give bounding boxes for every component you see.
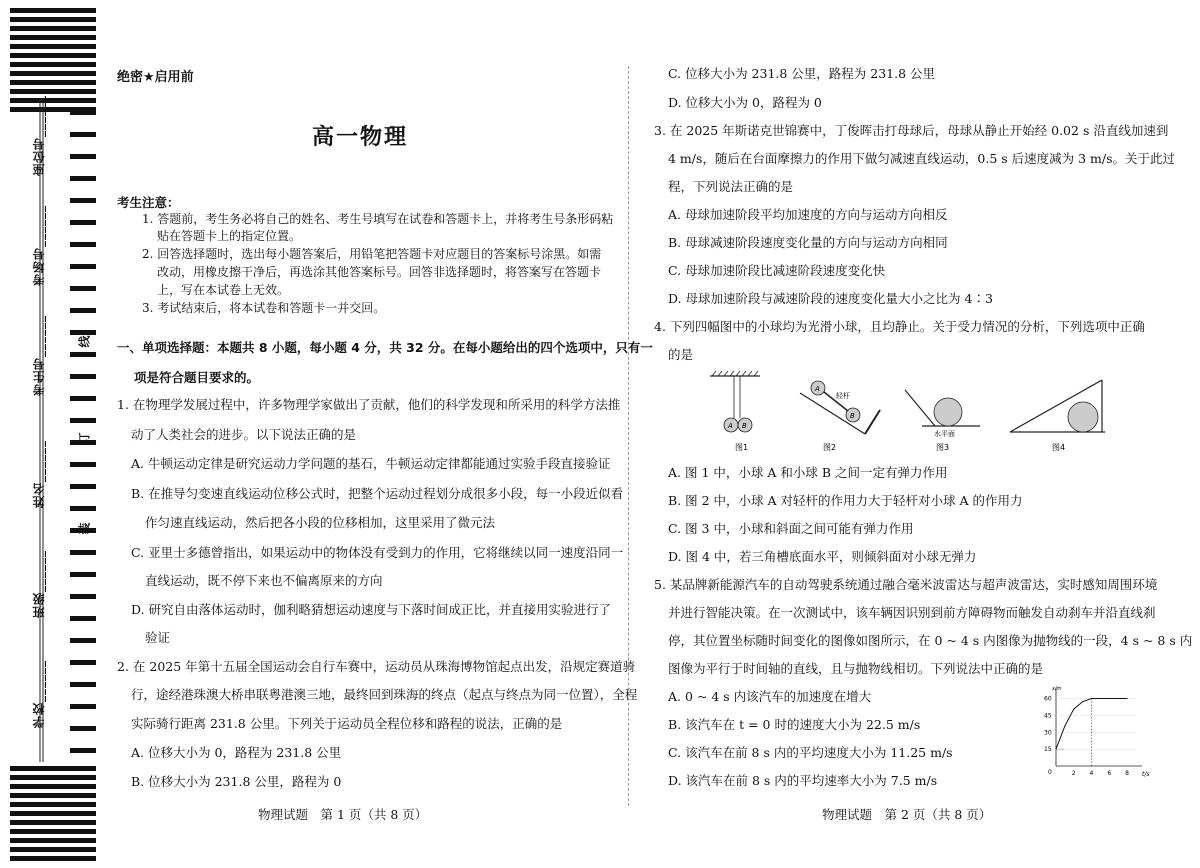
binding-stripe	[10, 71, 96, 76]
figure-1	[710, 371, 760, 452]
binding-field-candidate-number: 考生号______	[32, 315, 46, 396]
question-4-stem: 的是	[668, 347, 694, 362]
y-tick-label: 45	[1044, 712, 1052, 720]
question-3-option-d: D. 母球加速阶段与减速阶段的速度变化量大小之比为 4∶3	[668, 291, 993, 306]
binding-stripe	[10, 838, 96, 843]
figure-1-caption: 图1	[735, 443, 749, 452]
figure-4-caption: 图4	[1052, 443, 1066, 452]
data-point	[1118, 698, 1119, 699]
ground-label: 水平面	[934, 430, 955, 438]
binding-stripe	[70, 594, 96, 599]
binding-stripe	[70, 418, 96, 423]
binding-stripe	[70, 704, 96, 709]
binding-stripe	[10, 17, 96, 22]
binding-stripe	[10, 811, 96, 816]
question-2-stem: 行，途经港珠澳大桥串联粤港澳三地，最终回到珠海的终点（起点与终点为同一位置），全程	[131, 687, 638, 702]
binding-stripe	[70, 506, 96, 511]
figure-3	[905, 390, 980, 452]
binding-stripe	[10, 44, 96, 49]
figure-4	[1010, 380, 1105, 452]
question-5-option-c: C. 该汽车在前 8 s 内的平均速度大小为 11.25 m/s	[668, 745, 953, 760]
notice-line: 贴在答题卡上的指定位置。	[157, 229, 302, 243]
section-heading: 一、单项选择题：本题共 8 小题，每小题 4 分，共 32 分。在每小题给出的四个选项中，只有一	[117, 340, 653, 355]
question-5-xt-chart	[1030, 684, 1150, 780]
binding-stripe	[70, 660, 96, 665]
question-3-stem: 程，下列说法正确的是	[668, 179, 794, 194]
binding-stripe	[10, 856, 96, 861]
question-1-option-d: D. 研究自由落体运动时，伽利略猜想运动速度与下落时间成正比，并直接用实验进行了	[131, 602, 612, 617]
question-5-stem: 停，其位置坐标随时间变化的图像如图所示，在 0 ~ 4 s 内图像为抛物线的一段，4 s ~ 8 s 内	[668, 633, 1193, 648]
page-title: 高一物理	[311, 124, 408, 150]
binding-mark-staple: 订	[77, 432, 92, 445]
binding-stripe	[70, 682, 96, 687]
question-2-stem: 2. 在 2025 年第十五届全国运动会自行车赛中，运动员从珠海博物馆起点出发，沿规定赛道骑	[117, 659, 636, 674]
question-1-option-b: B. 在推导匀变速直线运动位移公式时，把整个运动过程划分成很多小段，每一小段近似看	[131, 486, 624, 501]
binding-stripe	[70, 550, 96, 555]
question-1-option-c: C. 亚里士多德曾指出，如果运动中的物体没有受到力的作用，它将继续以同一速度沿同一	[131, 545, 624, 560]
origin-label: 0	[1048, 769, 1052, 776]
notice-line: 改动，用橡皮擦干净后，再选涂其他答案标号。回答非选择题时，将答案写在答题卡	[157, 265, 602, 279]
binding-stripe	[70, 242, 96, 247]
binding-field-school: 学校______	[32, 660, 46, 728]
binding-stripe	[70, 286, 96, 291]
section-heading-cont: 项是符合题目要求的。	[134, 370, 260, 385]
question-1-option-a: A. 牛顿运动定律是研究运动力学问题的基石，牛顿运动定律都能通过实验手段直接验证	[131, 456, 611, 471]
binding-stripe	[70, 220, 96, 225]
question-4-stem: 4. 下列四幅图中的小球均为光滑小球，且均静止。关于受力情况的分析，下列选项中正确	[654, 319, 1145, 334]
question-1-stem: 动了人类社会的进步。以下说法正确的是	[131, 427, 357, 442]
x-axis-label: t/s	[1142, 771, 1150, 778]
question-5-option-d: D. 该汽车在前 8 s 内的平均速率大小为 7.5 m/s	[668, 773, 938, 788]
notice-heading: 考生注意：	[117, 195, 180, 210]
figure-2-caption: 图2	[823, 443, 837, 452]
binding-stripe	[70, 616, 96, 621]
rod-label: 轻杆	[836, 392, 850, 400]
figure-2	[800, 381, 880, 452]
data-point	[1127, 698, 1128, 699]
question-4-option-b: B. 图 2 中，小球 A 对轻杆的作用力大于轻杆对小球 A 的作用力	[668, 493, 1023, 508]
question-4-option-d: D. 图 4 中，若三角槽底面水平，则倾斜面对小球无弹力	[668, 549, 977, 564]
question-3-option-b: B. 母球减速阶段速度变化量的方向与运动方向相同	[668, 235, 948, 250]
binding-field-exam-room: 考场号______	[32, 205, 46, 286]
x-tick-label: 2	[1071, 770, 1076, 777]
notice-line: 2. 回答选择题时，选出每小题答案后，用铅笔把答题卡对应题目的答案标号涂黑。如需	[142, 247, 602, 261]
binding-stripe	[10, 35, 96, 40]
binding-stripe	[10, 62, 96, 67]
question-4-option-a: A. 图 1 中，小球 A 和小球 B 之间一定有弹力作用	[668, 465, 948, 480]
binding-stripe	[70, 484, 96, 489]
binding-stripe	[70, 132, 96, 137]
binding-stripe	[70, 726, 96, 731]
svg-text:A: A	[815, 385, 820, 393]
x-tick-label: 4	[1089, 770, 1094, 777]
question-2-stem: 实际骑行距离 231.8 公里。下列关于运动员全程位移和路程的说法，正确的是	[131, 716, 563, 731]
page-divider	[628, 66, 629, 806]
binding-stripe	[10, 793, 96, 798]
binding-stripe	[10, 53, 96, 58]
data-point	[1100, 698, 1101, 699]
binding-stripe	[70, 396, 96, 401]
data-point	[1082, 701, 1083, 702]
question-1-option-b: 作匀速直线运动，然后把各小段的位移相加，这里采用了微元法	[145, 515, 496, 530]
question-1-option-c: 直线运动，既不停下来也不偏离原来的方向	[145, 573, 383, 588]
confidential-label: 绝密★启用前	[117, 70, 194, 85]
binding-stripe	[70, 308, 96, 313]
data-point	[1109, 698, 1110, 699]
binding-stripe	[10, 98, 96, 103]
svg-text:B: B	[742, 422, 747, 430]
binding-stripe	[70, 264, 96, 269]
question-3-option-c: C. 母球加速阶段比减速阶段速度变化快	[668, 263, 886, 278]
data-point	[1064, 725, 1065, 726]
binding-stripe	[70, 330, 96, 335]
x-tick-label: 8	[1125, 770, 1129, 777]
question-2-option-d: D. 位移大小为 0，路程为 0	[668, 95, 822, 110]
page-footer: 物理试题 第 2 页（共 8 页）	[822, 807, 992, 822]
notice-line: 3. 考试结束后，将本试卷和答题卡一并交回。	[142, 301, 386, 315]
binding-stripe	[10, 775, 96, 780]
binding-stripe	[70, 176, 96, 181]
y-axis-label: x/m	[1052, 686, 1062, 692]
svg-text:A: A	[728, 422, 733, 430]
question-5-option-b: B. 该汽车在 t = 0 时的速度大小为 22.5 m/s	[668, 717, 921, 732]
question-3-stem: 3. 在 2025 年斯诺克世锦赛中，丁俊晖击打母球后，母球从静止开始经 0.02 s 沿直线加速到	[654, 123, 1169, 138]
binding-stripe	[10, 820, 96, 825]
binding-field-class: 班级______	[32, 550, 46, 618]
question-2-option-c: C. 位移大小为 231.8 公里，路程为 231.8 公里	[668, 66, 936, 81]
y-tick-label: 30	[1044, 729, 1052, 737]
question-5-stem: 图像为平行于时间轴的直线，且与抛物线相切。下列说法中正确的是	[668, 661, 1044, 676]
data-point	[1073, 709, 1074, 710]
binding-stripe	[70, 638, 96, 643]
question-5-stem: 并进行智能决策。在一次测试中，该车辆因识别到前方障碍物而触发自动刹车并沿直线刹	[668, 605, 1156, 620]
question-5-stem: 5. 某品牌新能源汽车的自动驾驶系统通过融合毫米波雷达与超声波雷达，实时感知周围环境	[654, 577, 1158, 592]
binding-stripe	[10, 26, 96, 31]
binding-stripe	[70, 374, 96, 379]
y-tick-label: 60	[1044, 695, 1052, 703]
y-tick-label: 15	[1044, 746, 1052, 754]
binding-stripe	[10, 847, 96, 852]
binding-stripe	[10, 8, 96, 13]
notice-line: 上，写在本试卷上无效。	[157, 283, 290, 297]
binding-stripe	[10, 784, 96, 789]
question-4-option-c: C. 图 3 中，小球和斜面之间可能有弹力作用	[668, 521, 914, 536]
binding-stripe	[70, 198, 96, 203]
binding-stripe	[70, 462, 96, 467]
question-2-option-a: A. 位移大小为 0，路程为 231.8 公里	[131, 745, 342, 760]
question-1-option-d: 验证	[145, 630, 171, 645]
question-2-option-b: B. 位移大小为 231.8 公里，路程为 0	[131, 774, 342, 789]
question-3-option-a: A. 母球加速阶段平均加速度的方向与运动方向相反	[668, 207, 948, 222]
notice-line: 1. 答题前，考生务必将自己的姓名、考生号填写在试卷和答题卡上，并将考生号条形码粘	[142, 212, 614, 226]
page-footer: 物理试题 第 1 页（共 8 页）	[258, 807, 428, 822]
binding-field-seat: 座位号______	[32, 95, 46, 176]
binding-stripe	[70, 110, 96, 115]
question-4-figures	[700, 368, 1140, 456]
question-5-option-a: A. 0 ~ 4 s 内该汽车的加速度在增大	[668, 689, 872, 704]
binding-stripe	[10, 89, 96, 94]
binding-stripe	[10, 80, 96, 85]
question-3-stem: 4 m/s，随后在台面摩擦力的作用下做匀减速直线运动，0.5 s 后速度减为 3 m/s。关于此过	[668, 151, 1176, 166]
question-1-stem: 1. 在物理学发展过程中，许多物理学家做出了贡献，他们的科学发现和所采用的科学方法推	[117, 397, 621, 412]
binding-stripe	[10, 766, 96, 771]
binding-mark-line: 线	[77, 335, 92, 348]
binding-stripe	[70, 748, 96, 753]
binding-stripe	[70, 572, 96, 577]
binding-field-name: 姓名______	[32, 440, 46, 508]
svg-text:B: B	[850, 412, 855, 420]
figure-3-caption: 图3	[936, 443, 950, 452]
x-tick-label: 6	[1107, 770, 1112, 777]
binding-stripe	[10, 802, 96, 807]
binding-stripe	[70, 352, 96, 357]
binding-stripe	[70, 154, 96, 159]
binding-stripe	[10, 829, 96, 834]
binding-mark-pack: 装	[77, 522, 92, 535]
